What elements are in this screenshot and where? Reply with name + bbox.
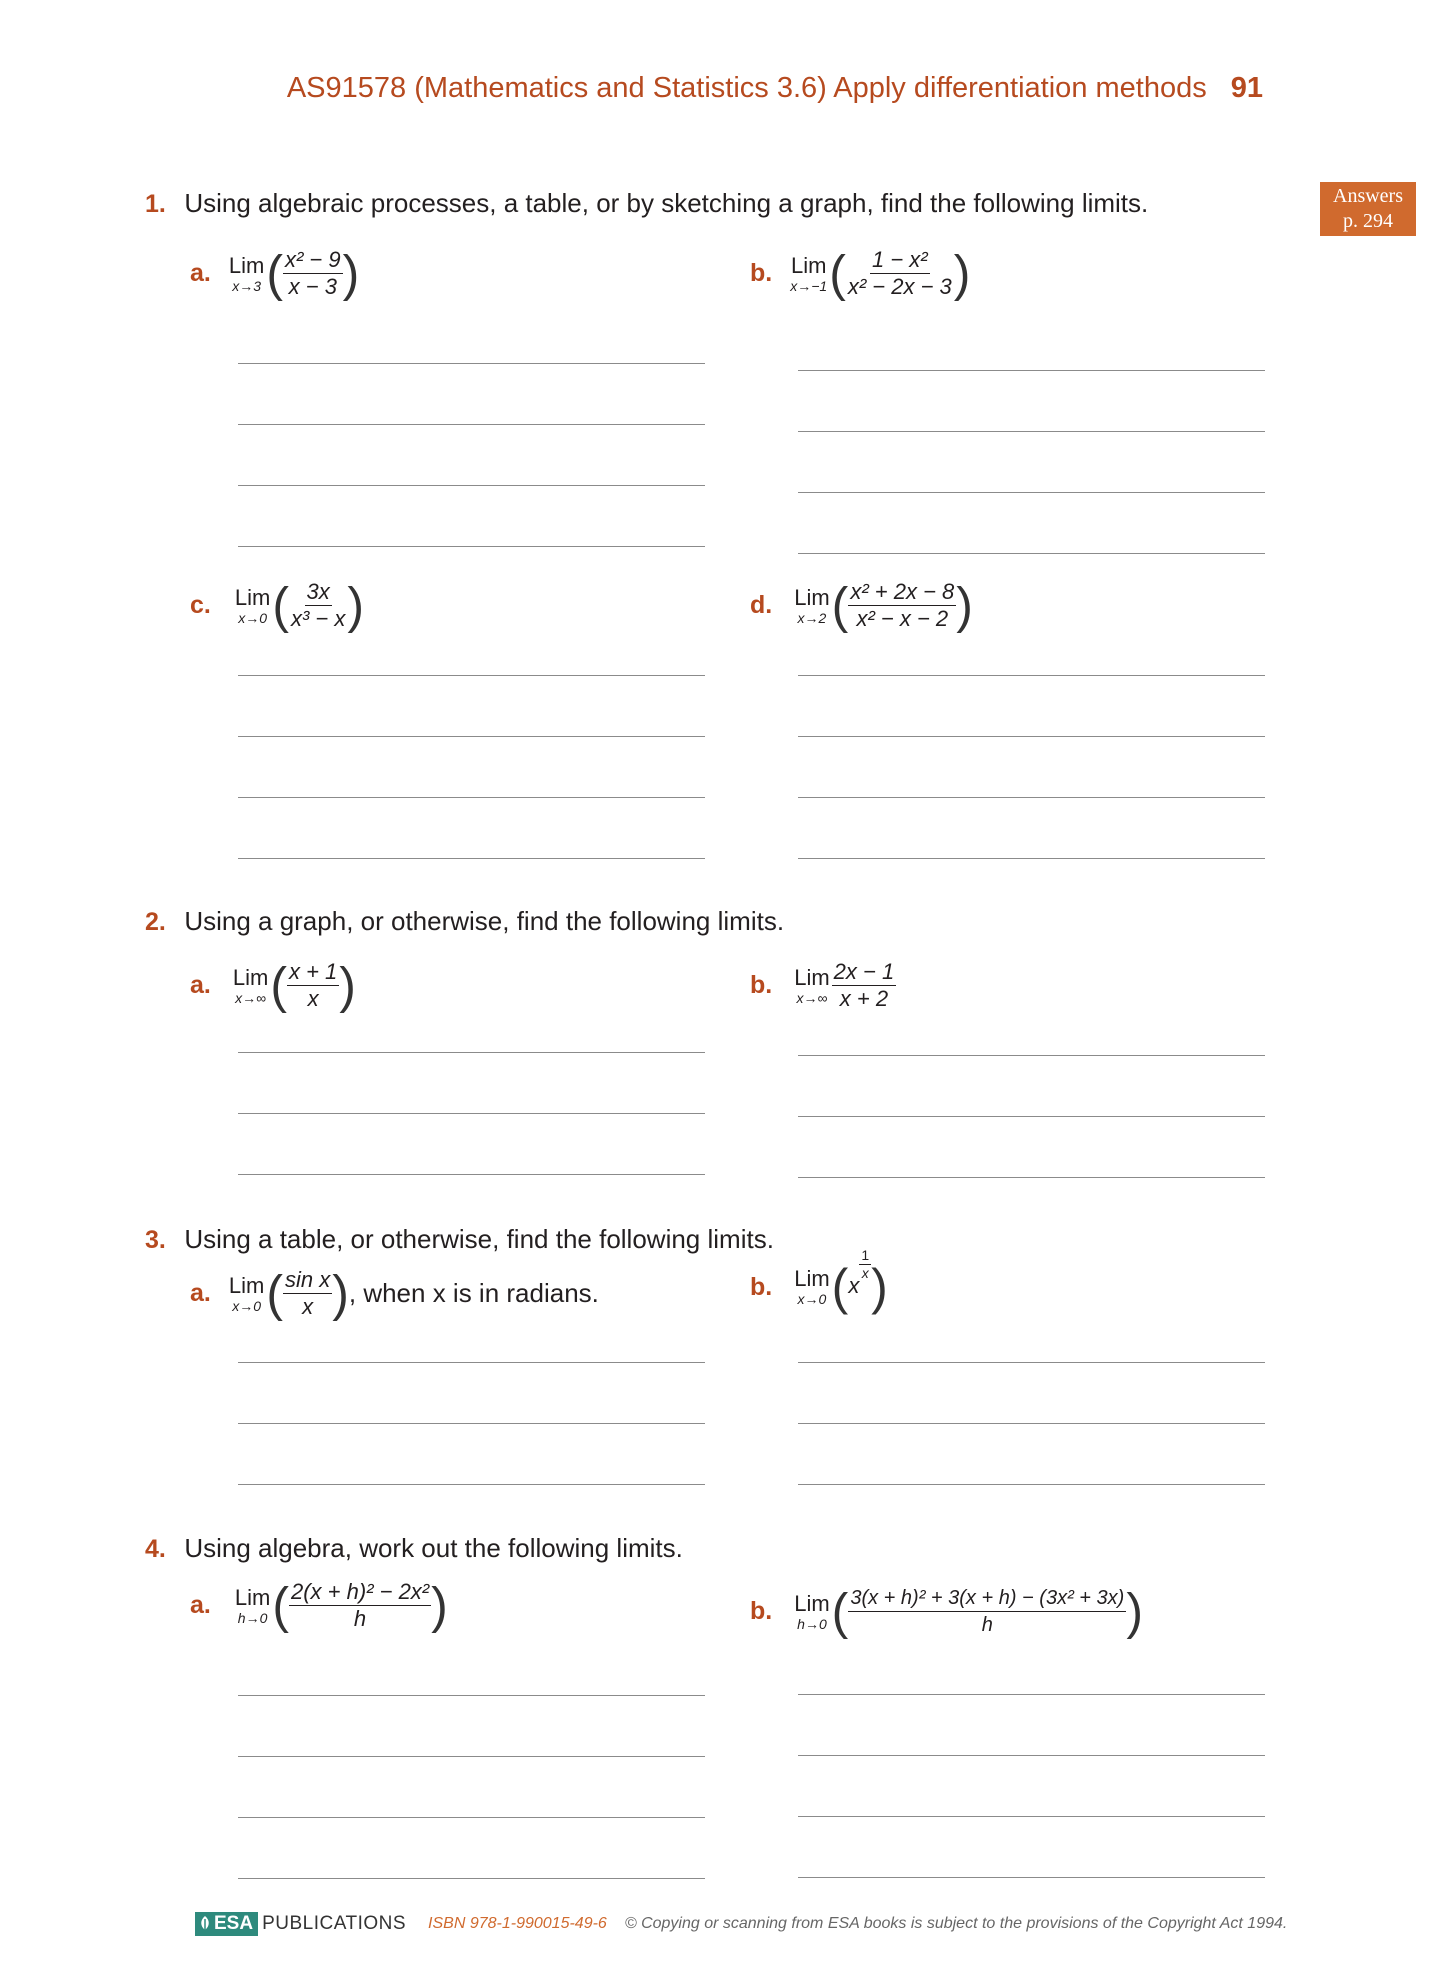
answer-line[interactable] — [238, 797, 705, 798]
answers-tab-label: Answers — [1333, 185, 1403, 207]
answer-line[interactable] — [238, 1113, 705, 1114]
answer-line[interactable] — [798, 1423, 1265, 1424]
part-letter: a. — [190, 259, 211, 287]
answer-line[interactable] — [798, 1484, 1265, 1485]
numerator: 3(x + h)² + 3(x + h) − (3x² + 3x) — [848, 1586, 1126, 1612]
answer-line[interactable] — [798, 1362, 1265, 1363]
lim-label: Lim — [794, 1590, 830, 1616]
answer-line[interactable] — [238, 1362, 705, 1363]
lim-subscript: x→∞ — [796, 989, 828, 1006]
question-number: 2. — [145, 908, 166, 936]
answer-line[interactable] — [238, 1756, 705, 1757]
lim-subscript: x→0 — [232, 1297, 261, 1314]
lim-label: Lim — [234, 584, 271, 610]
answer-line[interactable] — [238, 1174, 705, 1175]
denominator: x — [307, 986, 319, 1011]
question-number: 1. — [145, 190, 166, 218]
answer-line[interactable] — [798, 1816, 1265, 1817]
answer-line[interactable] — [238, 1052, 705, 1053]
denominator: x² − 2x − 3 — [847, 274, 952, 299]
question-1d — [750, 577, 973, 634]
header-title: AS91578 (Mathematics and Statistics 3.6) Apply differentiation methods — [286, 72, 1207, 104]
exponent-numerator: 1 — [861, 1247, 870, 1263]
lim-subscript: x→2 — [797, 609, 827, 626]
answer-line[interactable] — [238, 1878, 705, 1879]
numerator: 1 − x² — [872, 247, 928, 272]
part-suffix: , when x is in radians. — [348, 1278, 599, 1308]
question-4a — [190, 1577, 448, 1634]
answer-line[interactable] — [798, 553, 1265, 554]
question-2-heading — [145, 906, 784, 937]
numerator: 3x — [306, 579, 330, 604]
lim-label: Lim — [794, 584, 830, 610]
page-footer — [195, 1912, 1287, 1936]
isbn: ISBN 978-1-990015-49-6 — [428, 1915, 607, 1932]
answer-line[interactable] — [798, 370, 1265, 371]
question-2b — [750, 960, 896, 1011]
numerator: 2(x + h)² − 2x² — [290, 1579, 430, 1604]
answer-line[interactable] — [798, 492, 1265, 493]
part-letter: b. — [750, 1272, 773, 1301]
limit-expression: Lim x→0 (x $\frac{1}{x}$ ) — [794, 1247, 888, 1315]
lim-label: Lim — [234, 1584, 271, 1610]
answer-line[interactable] — [238, 1484, 705, 1485]
answer-line[interactable] — [798, 1755, 1265, 1756]
question-4-heading — [145, 1533, 683, 1564]
part-letter: b. — [750, 1597, 773, 1625]
answer-line[interactable] — [238, 363, 705, 364]
numerator: sin x — [284, 1267, 331, 1292]
lim-subscript: h→0 — [237, 1609, 268, 1626]
answer-line[interactable] — [238, 546, 705, 547]
lim-label: Lim — [790, 252, 827, 278]
part-letter: b. — [750, 259, 773, 287]
power-base: x — [848, 1272, 860, 1298]
question-text: Using a graph, or otherwise, find the following limits. — [184, 906, 785, 936]
copyright-notice: © Copying or scanning from ESA books is subject to the provisions of the Copyright Act 1994. — [624, 1915, 1288, 1932]
numerator: x + 1 — [288, 959, 338, 984]
numerator: 2x − 1 — [833, 959, 895, 984]
answer-line[interactable] — [238, 736, 705, 737]
question-text: Using algebra, work out the following limits. — [184, 1533, 683, 1563]
limit-expression: Lim h→0 ( $\frac{\text{2(x + h)² − 2x²}}{h}$ ) — [234, 1577, 448, 1634]
question-1c — [190, 577, 365, 634]
answer-line[interactable] — [798, 675, 1265, 676]
exponent-denominator: x — [861, 1265, 869, 1281]
question-1a — [190, 245, 360, 302]
lim-label: Lim — [232, 964, 269, 990]
question-3b — [750, 1247, 888, 1315]
answer-line[interactable] — [238, 1695, 705, 1696]
publisher-logo — [195, 1912, 258, 1936]
lim-subscript: h→0 — [797, 1615, 827, 1632]
answer-line[interactable] — [798, 1177, 1265, 1178]
part-letter: b. — [750, 971, 773, 999]
lim-subscript: x→∞ — [235, 989, 267, 1006]
question-number: 3. — [145, 1226, 166, 1254]
numerator: x² + 2x − 8 — [850, 579, 955, 604]
lim-subscript: x→0 — [797, 1291, 827, 1307]
limit-expression: Lim x→∞ ( $\frac{x + 1}{x}$ ) — [232, 957, 356, 1014]
page-header — [287, 72, 1263, 105]
limit-expression: Lim x→0 ( $\frac{3x}{\text{x³ − x}}$ ) — [234, 577, 365, 634]
denominator: x — [302, 1294, 314, 1319]
question-text: Using a table, or otherwise, find the following limits. — [184, 1224, 774, 1254]
answer-line[interactable] — [798, 736, 1265, 737]
answer-line[interactable] — [798, 1694, 1265, 1695]
limit-expression: Lim x→3 ( $\frac{\text{x² − 9}}{x - 3}$ ) — [228, 245, 360, 302]
answer-line[interactable] — [238, 675, 705, 676]
part-letter: c. — [190, 591, 211, 619]
answer-line[interactable] — [798, 797, 1265, 798]
answers-tab-page: p. 294 — [1343, 210, 1393, 232]
lim-subscript: x→0 — [238, 609, 267, 626]
question-3a — [190, 1265, 599, 1322]
denominator: x³ − x — [290, 606, 346, 631]
limit-expression: Lim x→−1 ( $\frac{\text{1 − x²}}{\text{x² − 2x − 3}}$ ) — [790, 245, 971, 302]
lim-label: Lim — [794, 1266, 830, 1291]
part-letter: d. — [750, 591, 773, 619]
answers-tab[interactable] — [1320, 182, 1416, 236]
limit-expression: Lim h→0 ( $\frac{\text{3(x + h)² + 3(x + h) − (3x² + 3x)}}{h}$ ) — [794, 1583, 1143, 1640]
answer-line[interactable] — [798, 858, 1265, 859]
leaf-icon — [198, 1915, 212, 1933]
answer-line[interactable] — [798, 431, 1265, 432]
limit-expression: Lim x→2 ( $\frac{\text{x² + 2x − 8}}{\text{x² − x − 2}}$ ) — [794, 577, 973, 634]
question-1-heading — [145, 188, 1148, 219]
part-letter: a. — [190, 1591, 211, 1619]
limit-expression — [794, 960, 896, 1011]
question-text: Using algebraic processes, a table, or by sketching a graph, find the following limits. — [184, 188, 1149, 218]
answer-line[interactable] — [798, 1116, 1265, 1117]
lim-label: Lim — [228, 252, 265, 278]
denominator: x + 2 — [839, 986, 889, 1011]
question-1b — [750, 245, 971, 302]
answer-line[interactable] — [238, 1817, 705, 1818]
lim-subscript: x→3 — [232, 277, 261, 294]
logo-text: ESA — [214, 1913, 254, 1934]
question-4b — [750, 1583, 1143, 1640]
publisher-name: PUBLICATIONS — [262, 1913, 407, 1934]
lim-subscript: x→−1 — [790, 277, 828, 294]
answer-line[interactable] — [238, 858, 705, 859]
part-letter: a. — [190, 1279, 211, 1307]
lim-label: Lim — [794, 964, 830, 990]
part-letter: a. — [190, 971, 211, 999]
denominator: h — [981, 1614, 993, 1636]
answer-line[interactable] — [798, 1877, 1265, 1878]
denominator: x − 3 — [288, 274, 337, 299]
denominator: x² − x − 2 — [856, 606, 949, 631]
answer-line[interactable] — [238, 485, 705, 486]
answer-line[interactable] — [798, 1055, 1265, 1056]
lim-label: Lim — [228, 1272, 265, 1298]
numerator: x² − 9 — [284, 247, 341, 272]
answer-line[interactable] — [238, 1423, 705, 1424]
question-2a — [190, 957, 356, 1014]
denominator: h — [353, 1606, 367, 1631]
page-number: 91 — [1230, 72, 1263, 104]
question-3-heading — [145, 1224, 774, 1255]
answer-line[interactable] — [238, 424, 705, 425]
limit-expression: Lim x→0 ( $\frac{\text{sin x}}{x}$ ) — [228, 1265, 349, 1322]
question-number: 4. — [145, 1535, 166, 1563]
